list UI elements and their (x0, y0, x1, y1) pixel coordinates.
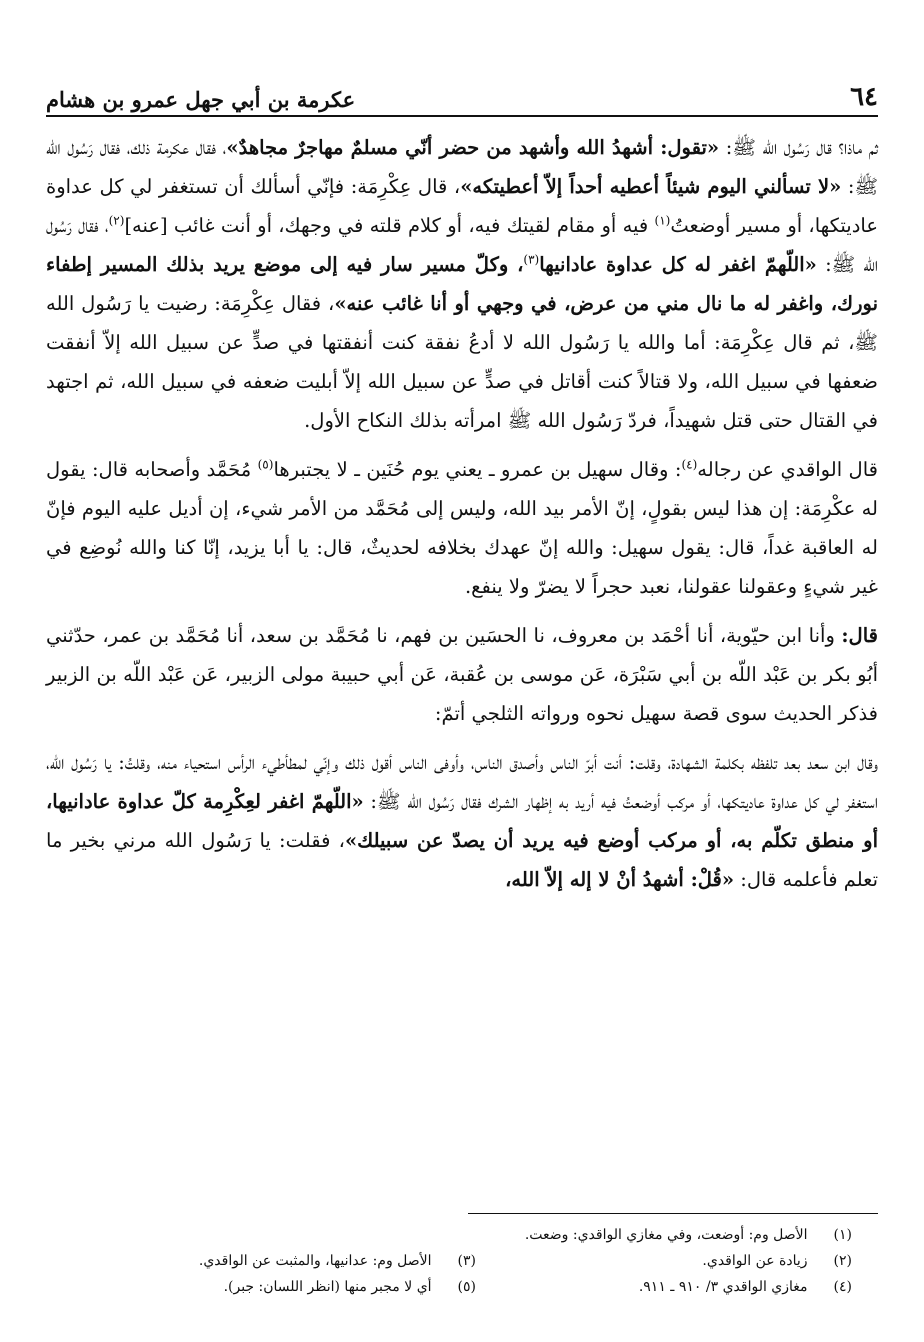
bold-quote: «اللّهمّ اغفر لعِكْرِمة كلّ عداوة عادانيها، أو منطق تكلّم به، أو مركب أوضع فيه يريد أن يصدّ عن سبيلك» (46, 790, 878, 852)
text-run: : وقال سهيل بن عمرو ـ يعني يوم حُنَين ـ لا يجتبرها (273, 458, 682, 481)
text-run: فيه أو مقام لقيتك فيه، أو كلام قلته في وجهك، أو أنت غائب [عنه] (124, 214, 655, 237)
footnote-text: مغازي الواقدي ٣/ ٩١٠ ـ ٩١١. (638, 1279, 808, 1295)
text-run: مُحَمَّد وأصحابه قال: يقول له عكْرِمَة: إن هذا ليس بقولٍ، إنّ الأمر بيد الله، وليس إلى مُحَمَّد من الأمر شيء، إن أديل عليه اليوم فإنّ له العاقبة غداً، قال: يقول سهيل: والله إنّ عهدك بخلافه لحديثٌ، قال: يا أبا يزيد، إنّا كنا والله نُوضِع في غير شيءٍ وعقولنا عقولنا، نعبد حجراً لا يضرّ ولا ينفع. (46, 458, 878, 598)
text-run: قال الواقدي عن رجاله (697, 458, 878, 481)
paragraph-3 (46, 616, 878, 733)
running-title: عكرمة بن أبي جهل عمرو بن هشام (46, 87, 356, 112)
footnote-1 (100, 1222, 852, 1248)
footnote-number: (٤) (833, 1279, 852, 1295)
footnote-ref: (٤) (681, 457, 698, 472)
page-number: ٦٤ (850, 82, 878, 112)
footnote-rule (468, 1213, 878, 1214)
footnote-text: زيادة عن الواقدي. (702, 1253, 808, 1269)
text-run: ثم ماذا؟ قال رَسُول الله ﷺ: (719, 136, 878, 159)
paragraph-4 (46, 743, 878, 899)
footnote-text: أي لا مجبر منها (انظر اللسان: جبر). (223, 1279, 432, 1295)
footnote-number: (٣) (457, 1253, 476, 1269)
footnote-ref: (٢) (108, 213, 125, 228)
text-run: ، قال عِكْرِمَة: فإنّي أسألك أن تستغفر لي كل عداوة عاديتكها، أو مسير أوضعتُ (46, 175, 878, 237)
bold-quote: قال: (841, 624, 878, 647)
page-header (46, 76, 878, 112)
paragraph-2 (46, 450, 878, 606)
footnote-text: الأصل وم: عدانيها، والمثبت عن الواقدي. (198, 1253, 432, 1269)
footnote-3 (100, 1248, 476, 1274)
footnote-ref: (٣) (523, 252, 540, 267)
footnote-2 (476, 1248, 852, 1274)
footnote-5 (100, 1274, 476, 1300)
bold-quote: «اللّهمّ اغفر له كل عداوة عادانيها (539, 253, 817, 276)
footnote-row-2 (100, 1248, 852, 1274)
text-run: ، فقال عِكْرِمَة: رضيت يا رَسُول الله ﷺ، ثم قال عِكْرِمَة: أما والله يا رَسُول الله لا أدعُ نفقة كنت أنفقتها في صدٍّ عن سبيل الله إلاّ أنفقت ضعفها في سبيل الله، ولا قتالاً كنت أقاتل في صدٍّ عن سبيل الله إلاّ أبليت ضعفه في سبيل الله، ثم اجتهد في القتال حتى قتل شهيداً، فردّ رَسُول الله ﷺ امرأته بذلك النكاح الأول. (46, 292, 878, 432)
footnote-number: (٥) (457, 1279, 476, 1295)
text-run: ، فقال رَسُول الله ﷺ: (46, 214, 879, 276)
bold-quote: «لا تسألني اليوم شيئاً أعطيه أحداً إلاّ أعطيتكه» (460, 175, 842, 198)
text-run: ، فقال عكرمة ذلك، فقال رَسُول الله ﷺ: (46, 136, 879, 198)
footnote-number: (١) (833, 1227, 852, 1243)
text-run: وأنا ابن حيّوية، أنا أحْمَد بن معروف، نا الحسَين بن فهم، نا مُحَمَّد بن سعد، أنا مُحَمَّد بن عمر، حدّثني أبُو بكر بن عَبْد اللّه بن أبي سَبْرَة، عَن موسى بن عُقبة، عَن أبي حبيبة مولى الزبير، عَن عَبْد اللّه بن الزبير فذكر الحديث سوى قصة سهيل نحوه ورواته الثلجي أتمّ: (46, 624, 878, 725)
header-rule (46, 115, 878, 117)
bold-quote: ، وكلّ مسير سار فيه إلى موضع يريد بذلك المسير إطفاء نورك، واغفر له ما نال مني من عرض، في وجهي أو أنا غائب عنه» (46, 253, 878, 315)
footnote-row-1 (100, 1222, 852, 1248)
main-text (46, 128, 878, 899)
footnote-text: الأصل وم: أوضعت، وفي مغازي الواقدي: وضعت. (524, 1227, 808, 1243)
footnote-number: (٢) (833, 1253, 852, 1269)
footnote-4 (476, 1274, 852, 1300)
bold-quote: «قُلْ: أشهدُ أنْ لا إله إلاّ الله، (505, 868, 735, 891)
footnotes (100, 1222, 852, 1300)
text-run: ، فقلت: يا رَسُول الله مرني بخير ما تعلم فأعلمه قال: (46, 829, 878, 891)
text-run: وقال ابن سعد بعد تلفظه بكلمة الشهادة، وقلت: أنت أبرّ الناس وأصدق الناس، وأوفى الناس أقول ذلك وإنّي لمطأطيء الرأس استحياء منه، وقلتُ: يا رَسُول الله، استغفر لي كل عداوة عاديتكها، أو مركب أوضعتُ فيه أريد به إظهار الشرك فقال رَسُول الله ﷺ: (46, 751, 878, 813)
footnote-ref: (٥) (257, 457, 274, 472)
footnote-ref: (١) (654, 213, 671, 228)
paragraph-1 (46, 128, 878, 440)
footnote-row-3 (100, 1274, 852, 1300)
bold-quote: «تقول: أشهدُ الله وأشهد من حضر أنّي مسلمٌ مهاجرٌ مجاهدٌ» (226, 136, 720, 159)
